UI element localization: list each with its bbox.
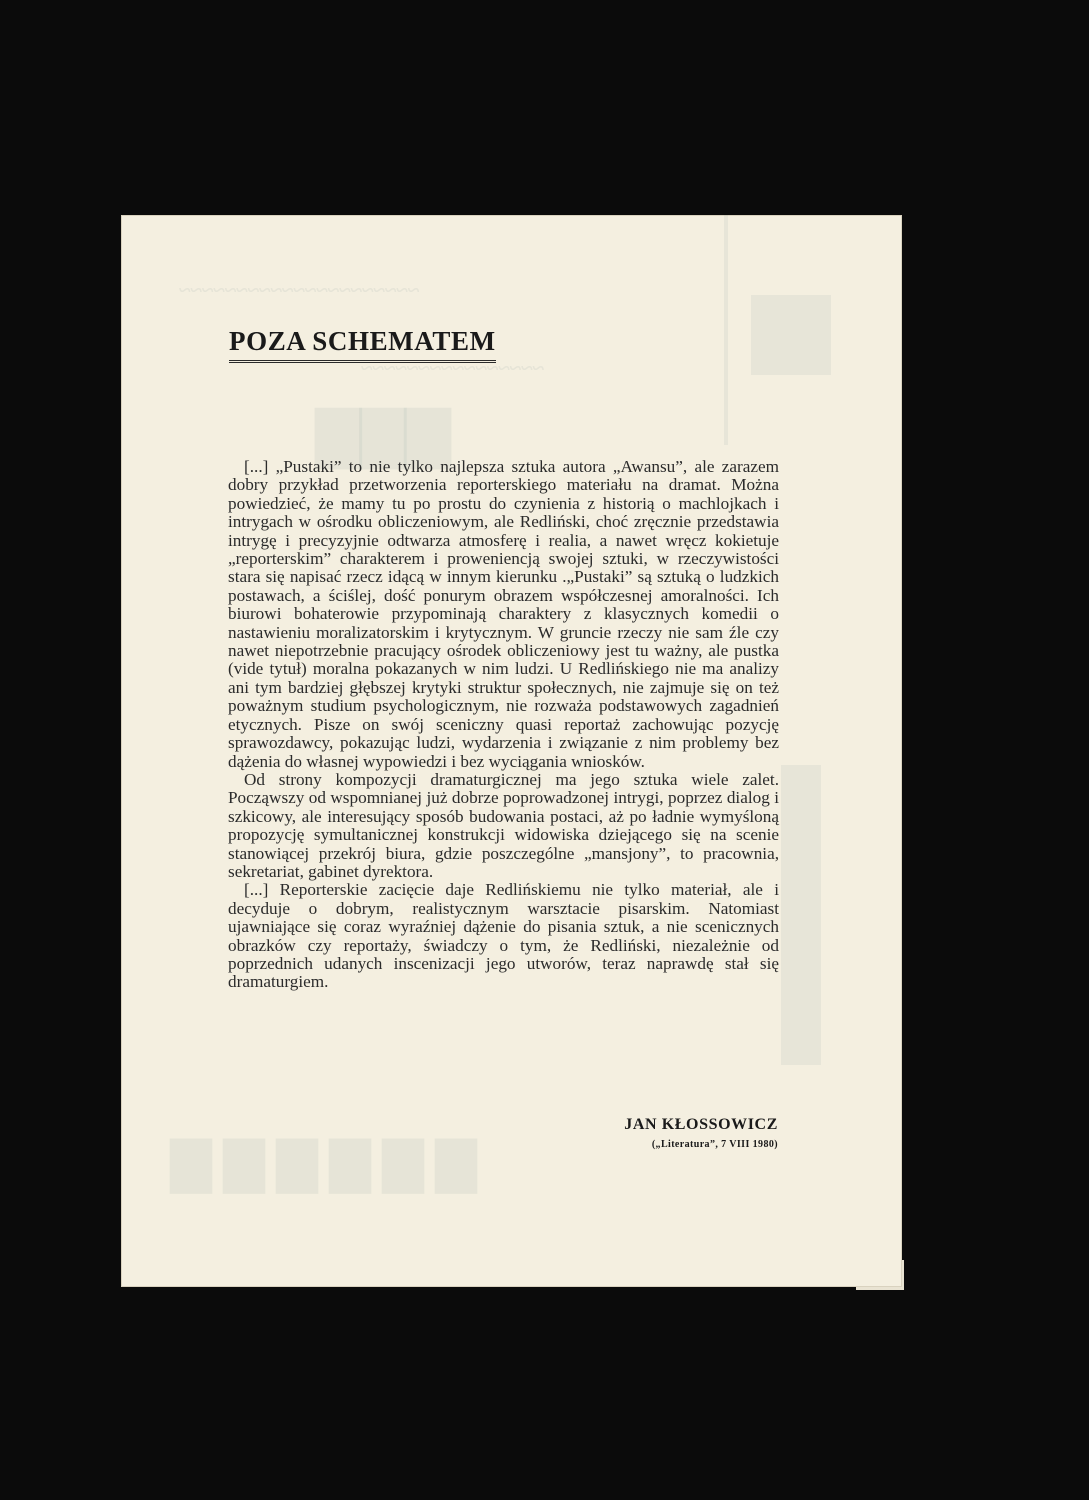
- source-citation: („Literatura”, 7 VIII 1980): [651, 1139, 778, 1150]
- show-through-divider: [724, 215, 728, 445]
- document-page: [121, 215, 902, 1287]
- show-through-subheader: ~~~~~~~~~~~~~~~~: [361, 355, 545, 380]
- author-name: JAN KŁOSSOWICZ: [624, 1116, 778, 1133]
- document-title: POZA SCHEMATEM: [229, 327, 496, 363]
- show-through-block: [751, 295, 831, 375]
- paragraph-2: Od strony kompozycji dramaturgicznej ma jego sztuka wiele zalet. Począwszy od wspomnianej już dobrze poprowadzonej intrygi, poprzez dialog i szkicowy, ale interesujący sposób budowania postaci, aż po ładnie wymyśloną propozycję symultanicznej konstrukcji widowiska dziejącego się na scenie stanowiącej przekrój biura, gdzie poszczególne „mansjony”, to pracownia, sekretariat, gabinet dyrektora.: [228, 769, 779, 881]
- show-through-large-word: ▇▇▇: [316, 402, 450, 467]
- paragraph-3: [...] Reporterskie zacięcie daje Redlińskiemu nie tylko materiał, ale i decyduje o dobrym, realistycznym warsztacie pisarskim. Natomiast ujawniające się coraz wyraźniej dążenie do pisania sztuk, a nie scenicznych obrazków czy reportaży, świadczy o tym, że Redliński, niezależnie od poprzednich udanych inscenizacji jego utworów, teraz naprawdę stał się dramaturgiem.: [228, 880, 779, 992]
- show-through-header: ~~~~~~~~~~~~~~~~~~~~~: [179, 277, 420, 302]
- show-through-bottom-title: ▇ ▇ ▇ ▇ ▇ ▇: [171, 1135, 476, 1192]
- show-through-panel: [781, 765, 821, 1065]
- article-body: [228, 458, 779, 992]
- paragraph-1: [...] „Pustaki” to nie tylko najlepsza sztuka autora „Awansu”, ale zarazem dobry przykład przetworzenia reporterskiego materiału na dramat. Można powiedzieć, że mamy tu po prostu do czynienia z historią o machlojkach i intrygach w ośrodku obliczeniowym, ale Redliński, choć zręcznie przedstawia intrygę i precyzyjnie odtwarza atmosferę i realia, a nawet wręcz kokietuje „reporterskim” charakterem i proweniencją swojej sztuki, w rzeczywistości stara się napisać rzecz idącą w innym kierunku .„Pustaki” są sztuką o ludzkich postawach, a ściślej, dość ponurym obrazem współczesnej amoralności. Ich biurowi bohaterowie przypominają charaktery z klasycznych komedii o nastawieniu moralizatorskim i krytycznym. W gruncie rzeczy nie sam źle czy nawet niepotrzebnie pracujący ośrodek obliczeniowy jest tu ważny, ale pustka (vide tytuł) moralna pokazanych w nim ludzi. U Redlińskiego nie ma analizy ani tym bardziej głębszej krytyki struktur społecznych, nie zajmuje się on też poważnym studium psychologicznym, nie rozważa podstawowych zagadnień etycznych. Pisze on swój sceniczny quasi reportaż zachowując pozycję sprawozdawcy, pokazując ludzi, wydarzenia i związanie z nim problemy bez dążenia do własnej wypowiedzi i bez wyciągania wniosków.: [228, 457, 779, 771]
- signature-block: [624, 1115, 778, 1152]
